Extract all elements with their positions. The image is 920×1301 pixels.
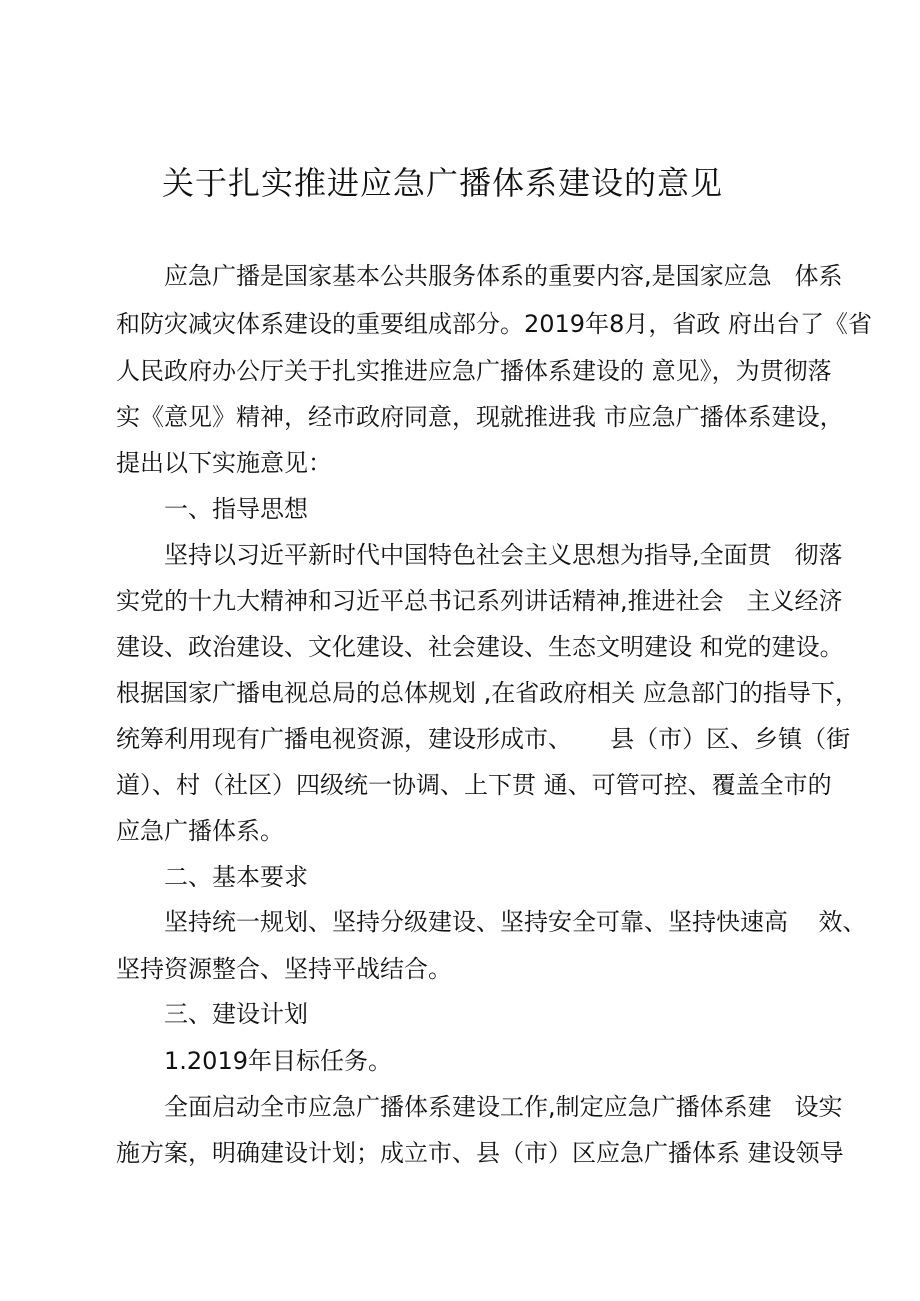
paragraph-line: 根据国家广播电视总局的总体规划 ,在省政府相关 应急部门的指导下， [116,679,859,707]
section-heading: 三、建设计划 [164,1000,308,1028]
paragraph-line: 建设、政治建设、文化建设、社会建设、生态文明建设 和党的建设。 [116,633,844,661]
paragraph-line: 坚持资源整合、坚持平战结合。 [116,955,452,983]
paragraph-line: 应急广播体系。 [116,817,284,845]
paragraph-line: 道）、村（社区）四级统一协调、上下贯 通、可管可控、覆盖全市的 [116,771,832,799]
paragraph-line: 实党的十九大精神和习近平总书记系列讲话精神,推进社会 主义经济 [116,587,843,615]
paragraph-line: 提出以下实施意见： [116,449,332,477]
section-heading: 二、基本要求 [164,863,308,891]
subsection-heading: 1.2019年目标任务。 [164,1047,392,1075]
section-heading: 一、指导思想 [164,495,308,523]
paragraph-line: 统筹利用现有广播电视资源，建设形成市、 县（市）区、乡镇（街 [116,725,851,753]
paragraph-line: 和防灾减灾体系建设的重要组成部分。2019年8月，省政 府出台了《省 [116,310,872,338]
paragraph-line: 人民政府办公厅关于扎实推进应急广播体系建设的 意见》，为贯彻落 [116,357,832,385]
paragraph-line: 应急广播是国家基本公共服务体系的重要内容,是国家应急 体系 [164,262,843,290]
document-title: 关于扎实推进应急广播体系建设的意见 [162,164,724,202]
paragraph-line: 实《意见》精神，经市政府同意，现就推进我 市应急广播体系建设， [116,403,844,431]
paragraph-line: 全面启动全市应急广播体系建设工作,制定应急广播体系建 设实 [164,1093,843,1121]
paragraph-line: 坚持以习近平新时代中国特色社会主义思想为指导,全面贯 彻落 [164,541,843,569]
paragraph-line: 施方案，明确建设计划；成立市、县（市）区应急广播体系 建设领导 [116,1139,844,1167]
paragraph-line: 坚持统一规划、坚持分级建设、坚持安全可靠、坚持快速高 效、 [164,908,867,936]
